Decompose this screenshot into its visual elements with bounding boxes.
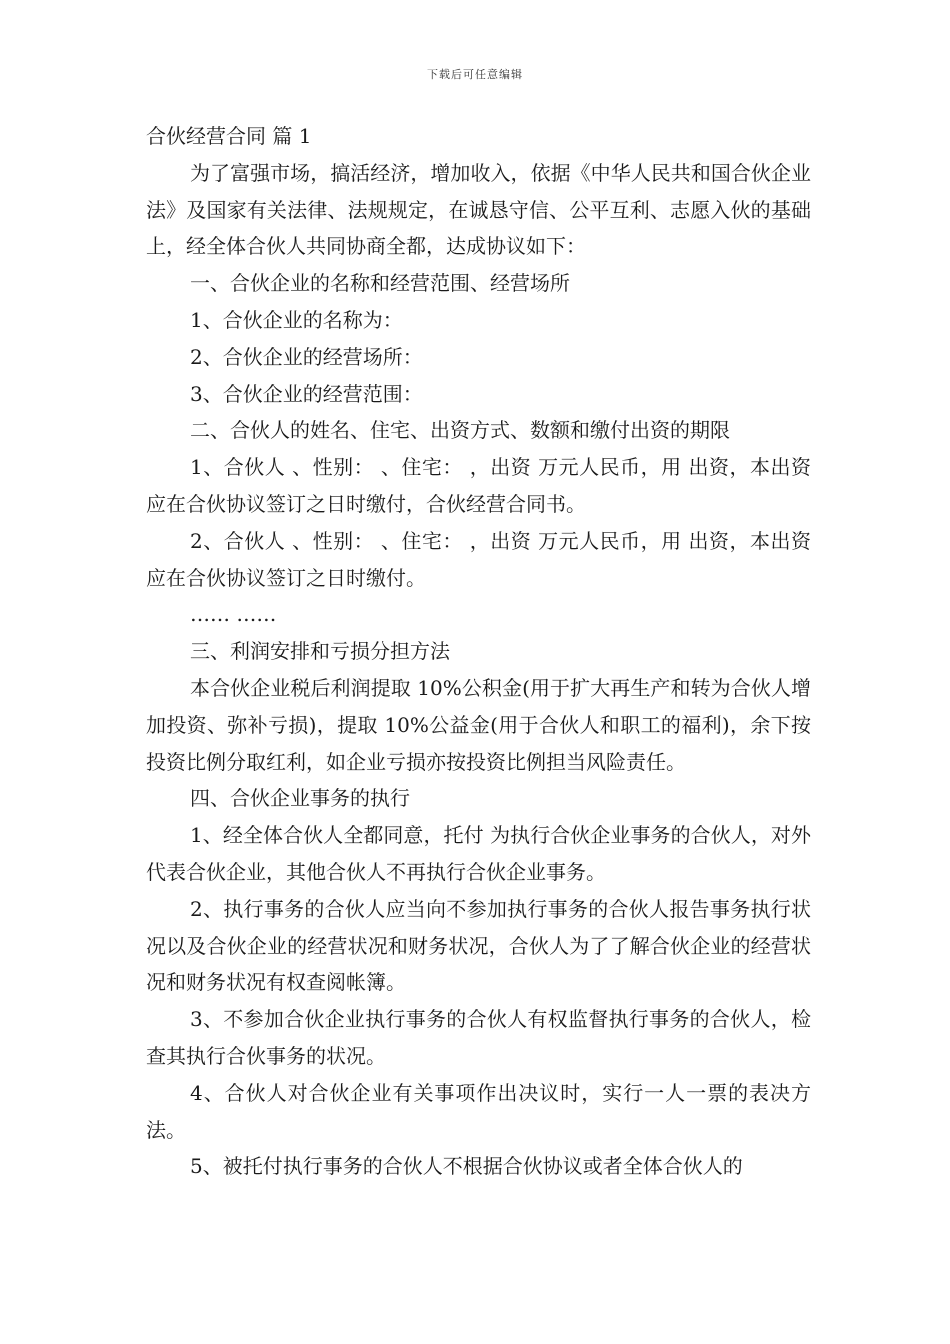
clause-1-2: 2、合伙企业的经营场所：	[190, 344, 423, 369]
clause-4-2: 2、执行事务的合伙人应当向不参加执行事务的合伙人报告事务执行状况以及合伙企业的经营状况和财务状况，合伙人为了了解合伙企业的经营状况和财务状况有权查阅帐簿。	[146, 896, 811, 995]
section-heading-2: 二、合伙人的姓名、住宅、出资方式、数额和缴付出资的期限	[190, 418, 730, 443]
clause-4-5: 5、被托付执行事务的合伙人不根据合伙协议或者全体合伙人的	[190, 1154, 743, 1179]
clause-2-2: 2、合伙人 、性别： 、住宅： ，出资 万元人民币，用 出资，本出资应在合伙协议签订之日时缴付。	[146, 528, 811, 590]
paragraph-preamble: 为了富强市场，搞活经济，增加收入，依据《中华人民共和国合伙企业法》及国家有关法律、法规规定，在诚恳守信、公平互利、志愿入伙的基础上，经全体合伙人共同协商全都，达成协议如下：	[146, 160, 811, 259]
clause-2-1: 1、合伙人 、性别： 、住宅： ，出资 万元人民币，用 出资，本出资应在合伙协议签订之日时缴付，合伙经营合同书。	[146, 455, 811, 516]
clause-4-4: 4、合伙人对合伙企业有关事项作出决议时，实行一人一票的表决方法。	[146, 1080, 811, 1142]
document-title: 合伙经营合同 篇 1	[146, 124, 312, 148]
ellipsis-line: …… ……	[190, 602, 277, 627]
page-header-note: 下载后可任意编辑	[427, 68, 523, 81]
clause-4-3: 3、不参加合伙企业执行事务的合伙人有权监督执行事务的合伙人，检查其执行合伙事务的状况。	[146, 1007, 811, 1068]
clause-1-3: 3、合伙企业的经营范围：	[190, 381, 423, 406]
section-heading-1: 一、合伙企业的名称和经营范围、经营场所	[190, 271, 570, 296]
clause-1-1: 1、合伙企业的名称为：	[190, 307, 403, 332]
clause-4-1: 1、经全体合伙人全都同意，托付 为执行合伙企业事务的合伙人，对外代表合伙企业，其他合伙人不再执行合伙企业事务。	[146, 823, 811, 884]
section-heading-3: 三、利润安排和亏损分担方法	[190, 639, 450, 664]
document-body	[146, 118, 811, 1185]
section-heading-4: 四、合伙企业事务的执行	[190, 786, 410, 811]
clause-3-body: 本合伙企业税后利润提取 10%公积金(用于扩大再生产和转为合伙人增加投资、弥补亏损)，提取 10%公益金(用于合伙人和职工的福利)，余下按投资比例分取红利，如企业亏损亦按投资比例担当风险责任。	[146, 675, 811, 774]
